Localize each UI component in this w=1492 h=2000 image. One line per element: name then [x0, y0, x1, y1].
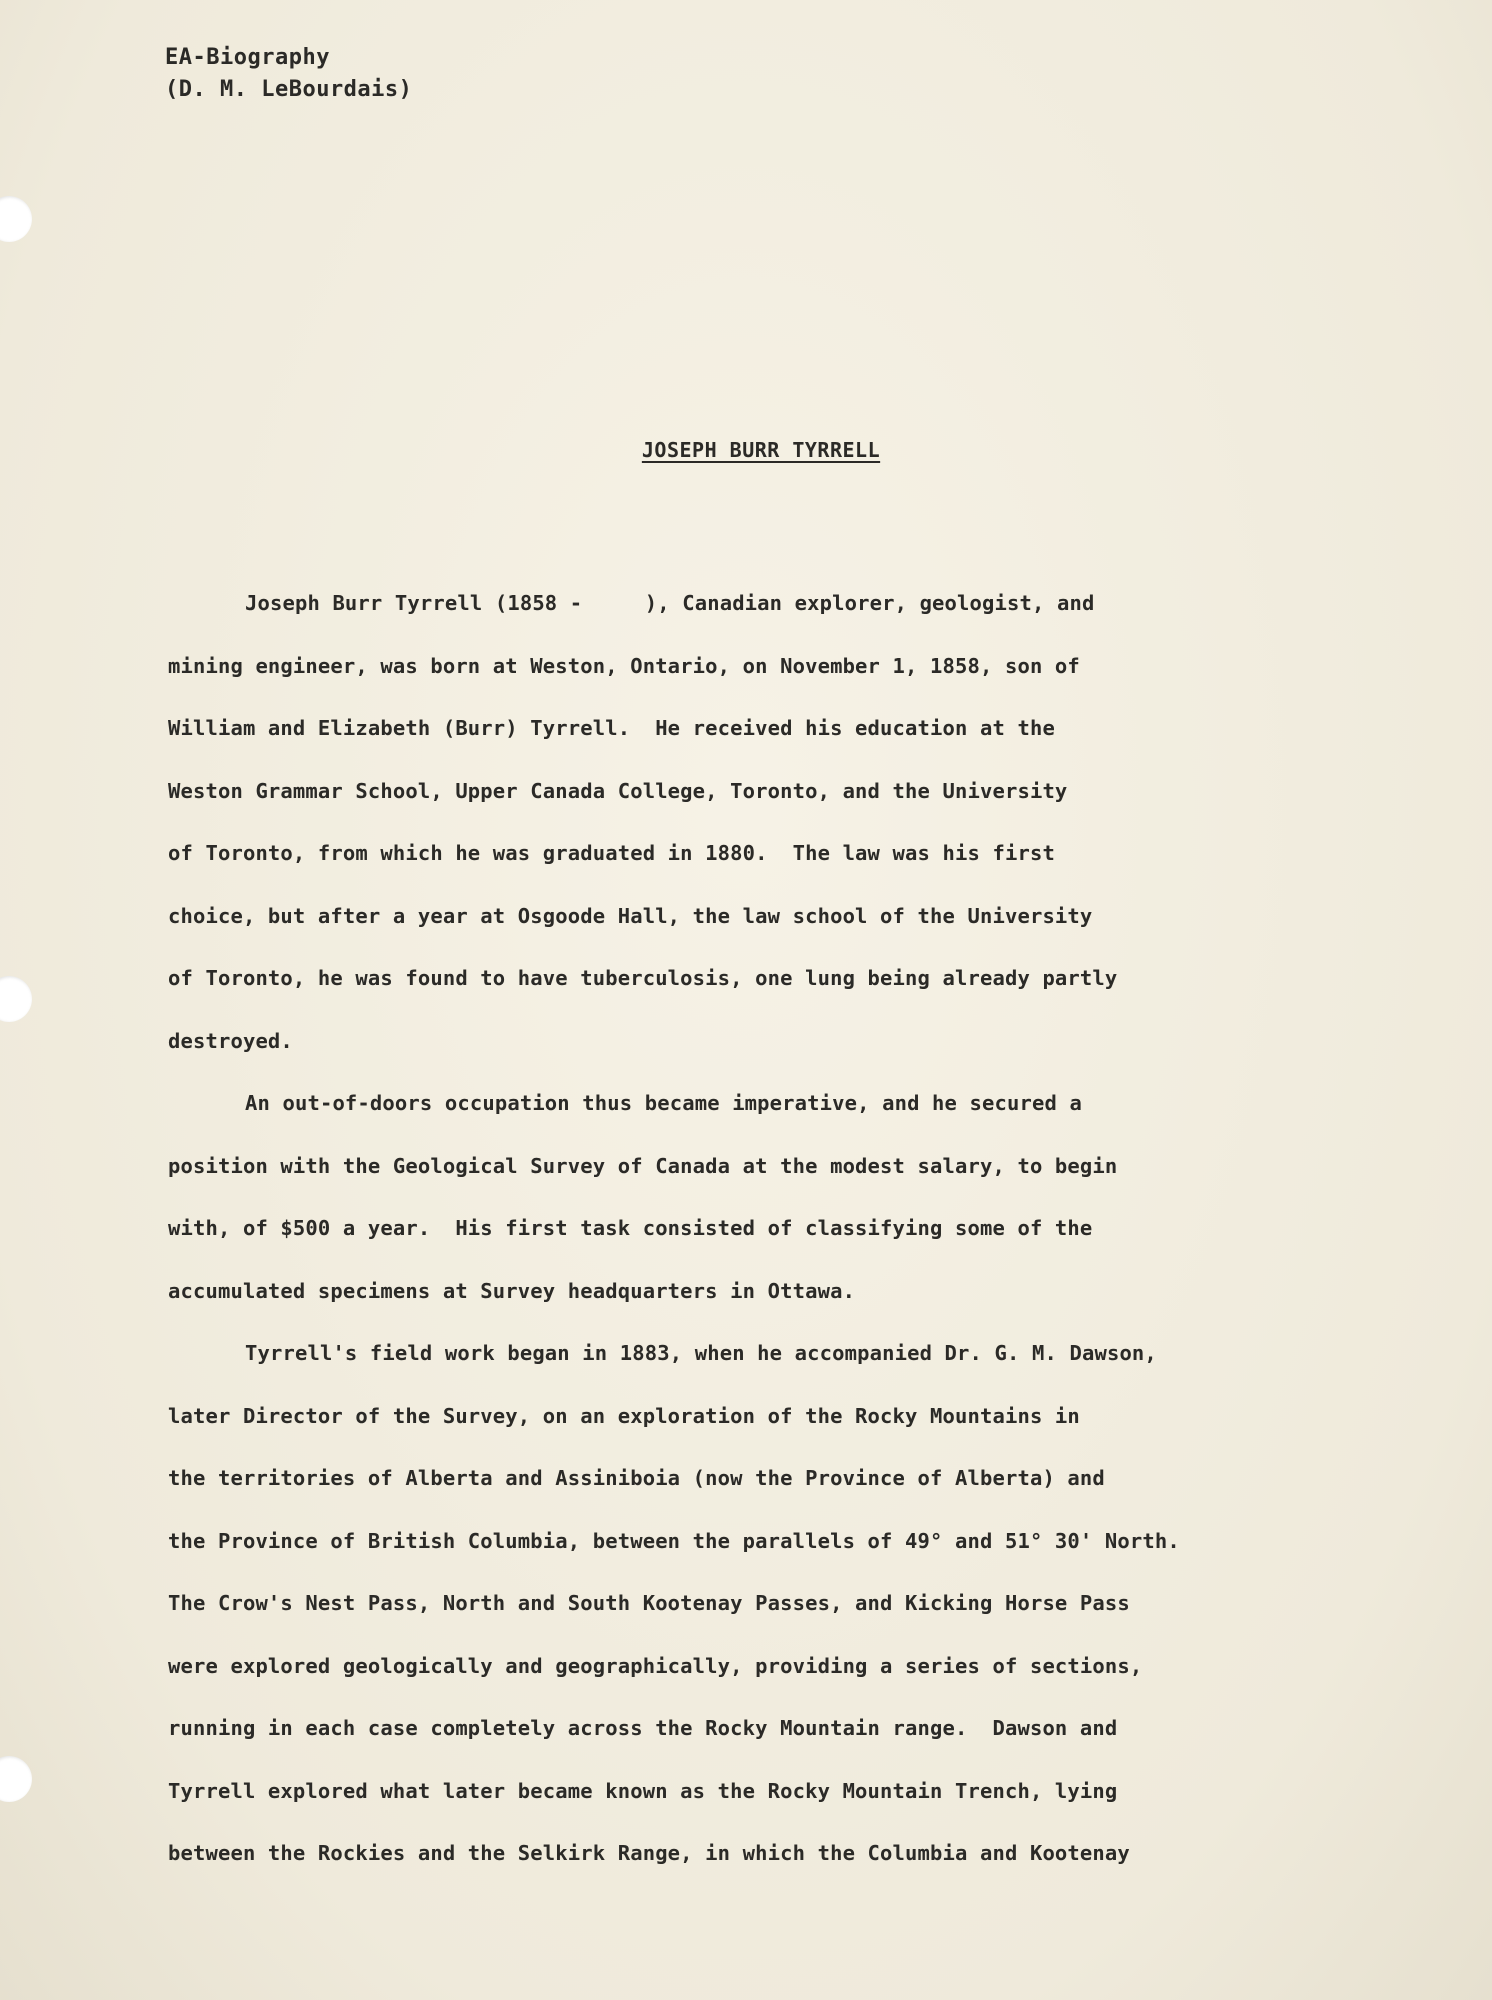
- body-line: mining engineer, was born at Weston, Ontario, on November 1, 1858, son of: [168, 653, 1080, 678]
- body-line: William and Elizabeth (Burr) Tyrrell. He received his education at the: [168, 716, 1055, 740]
- body-line: The Crow's Nest Pass, North and South Kootenay Passes, and Kicking Horse Pass: [168, 1591, 1130, 1615]
- body-line: destroyed.: [168, 1028, 293, 1053]
- body-line: the Province of British Columbia, between the parallels of 49° and 51° 30' North.: [168, 1528, 1180, 1553]
- body-line: the territories of Alberta and Assiniboia (now the Province of Alberta) and: [168, 1466, 1105, 1490]
- document-title: JOSEPH BURR TYRRELL: [641, 438, 881, 462]
- punch-hole-top: [0, 196, 32, 242]
- document-body: [168, 588, 1468, 1901]
- body-line: Joseph Burr Tyrrell (1858 - ), Canadian explorer, geologist, and: [245, 591, 1095, 615]
- body-line: Weston Grammar School, Upper Canada College, Toronto, and the University: [168, 778, 1068, 803]
- body-line: running in each case completely across the Rocky Mountain range. Dawson and: [168, 1716, 1118, 1740]
- body-line: An out-of-doors occupation thus became imperative, and he secured a: [245, 1091, 1082, 1115]
- body-line: between the Rockies and the Selkirk Range, in which the Columbia and Kootenay: [168, 1841, 1130, 1865]
- body-line: choice, but after a year at Osgoode Hall, the law school of the University: [168, 903, 1093, 928]
- body-line: accumulated specimens at Survey headquarters in Ottawa.: [168, 1278, 856, 1303]
- body-line: position with the Geological Survey of Canada at the modest salary, to begin: [168, 1153, 1118, 1178]
- punch-hole-bottom: [0, 1756, 32, 1802]
- body-line: were explored geologically and geographically, providing a series of sections,: [168, 1653, 1143, 1678]
- body-line: Tyrrell explored what later became known as the Rocky Mountain Trench, lying: [168, 1778, 1118, 1803]
- header-author: (D. M. LeBourdais): [165, 77, 413, 102]
- body-line: of Toronto, from which he was graduated in 1880. The law was his first: [168, 841, 1055, 865]
- header-category: EA-Biography: [165, 45, 330, 70]
- document-header: [165, 42, 412, 106]
- punch-hole-middle: [0, 976, 32, 1022]
- body-line: with, of $500 a year. His first task consisted of classifying some of the: [168, 1216, 1093, 1240]
- body-line: Tyrrell's field work began in 1883, when he accompanied Dr. G. M. Dawson,: [245, 1341, 1157, 1365]
- body-line: later Director of the Survey, on an exploration of the Rocky Mountains in: [168, 1403, 1080, 1428]
- body-line: of Toronto, he was found to have tuberculosis, one lung being already partly: [168, 966, 1118, 990]
